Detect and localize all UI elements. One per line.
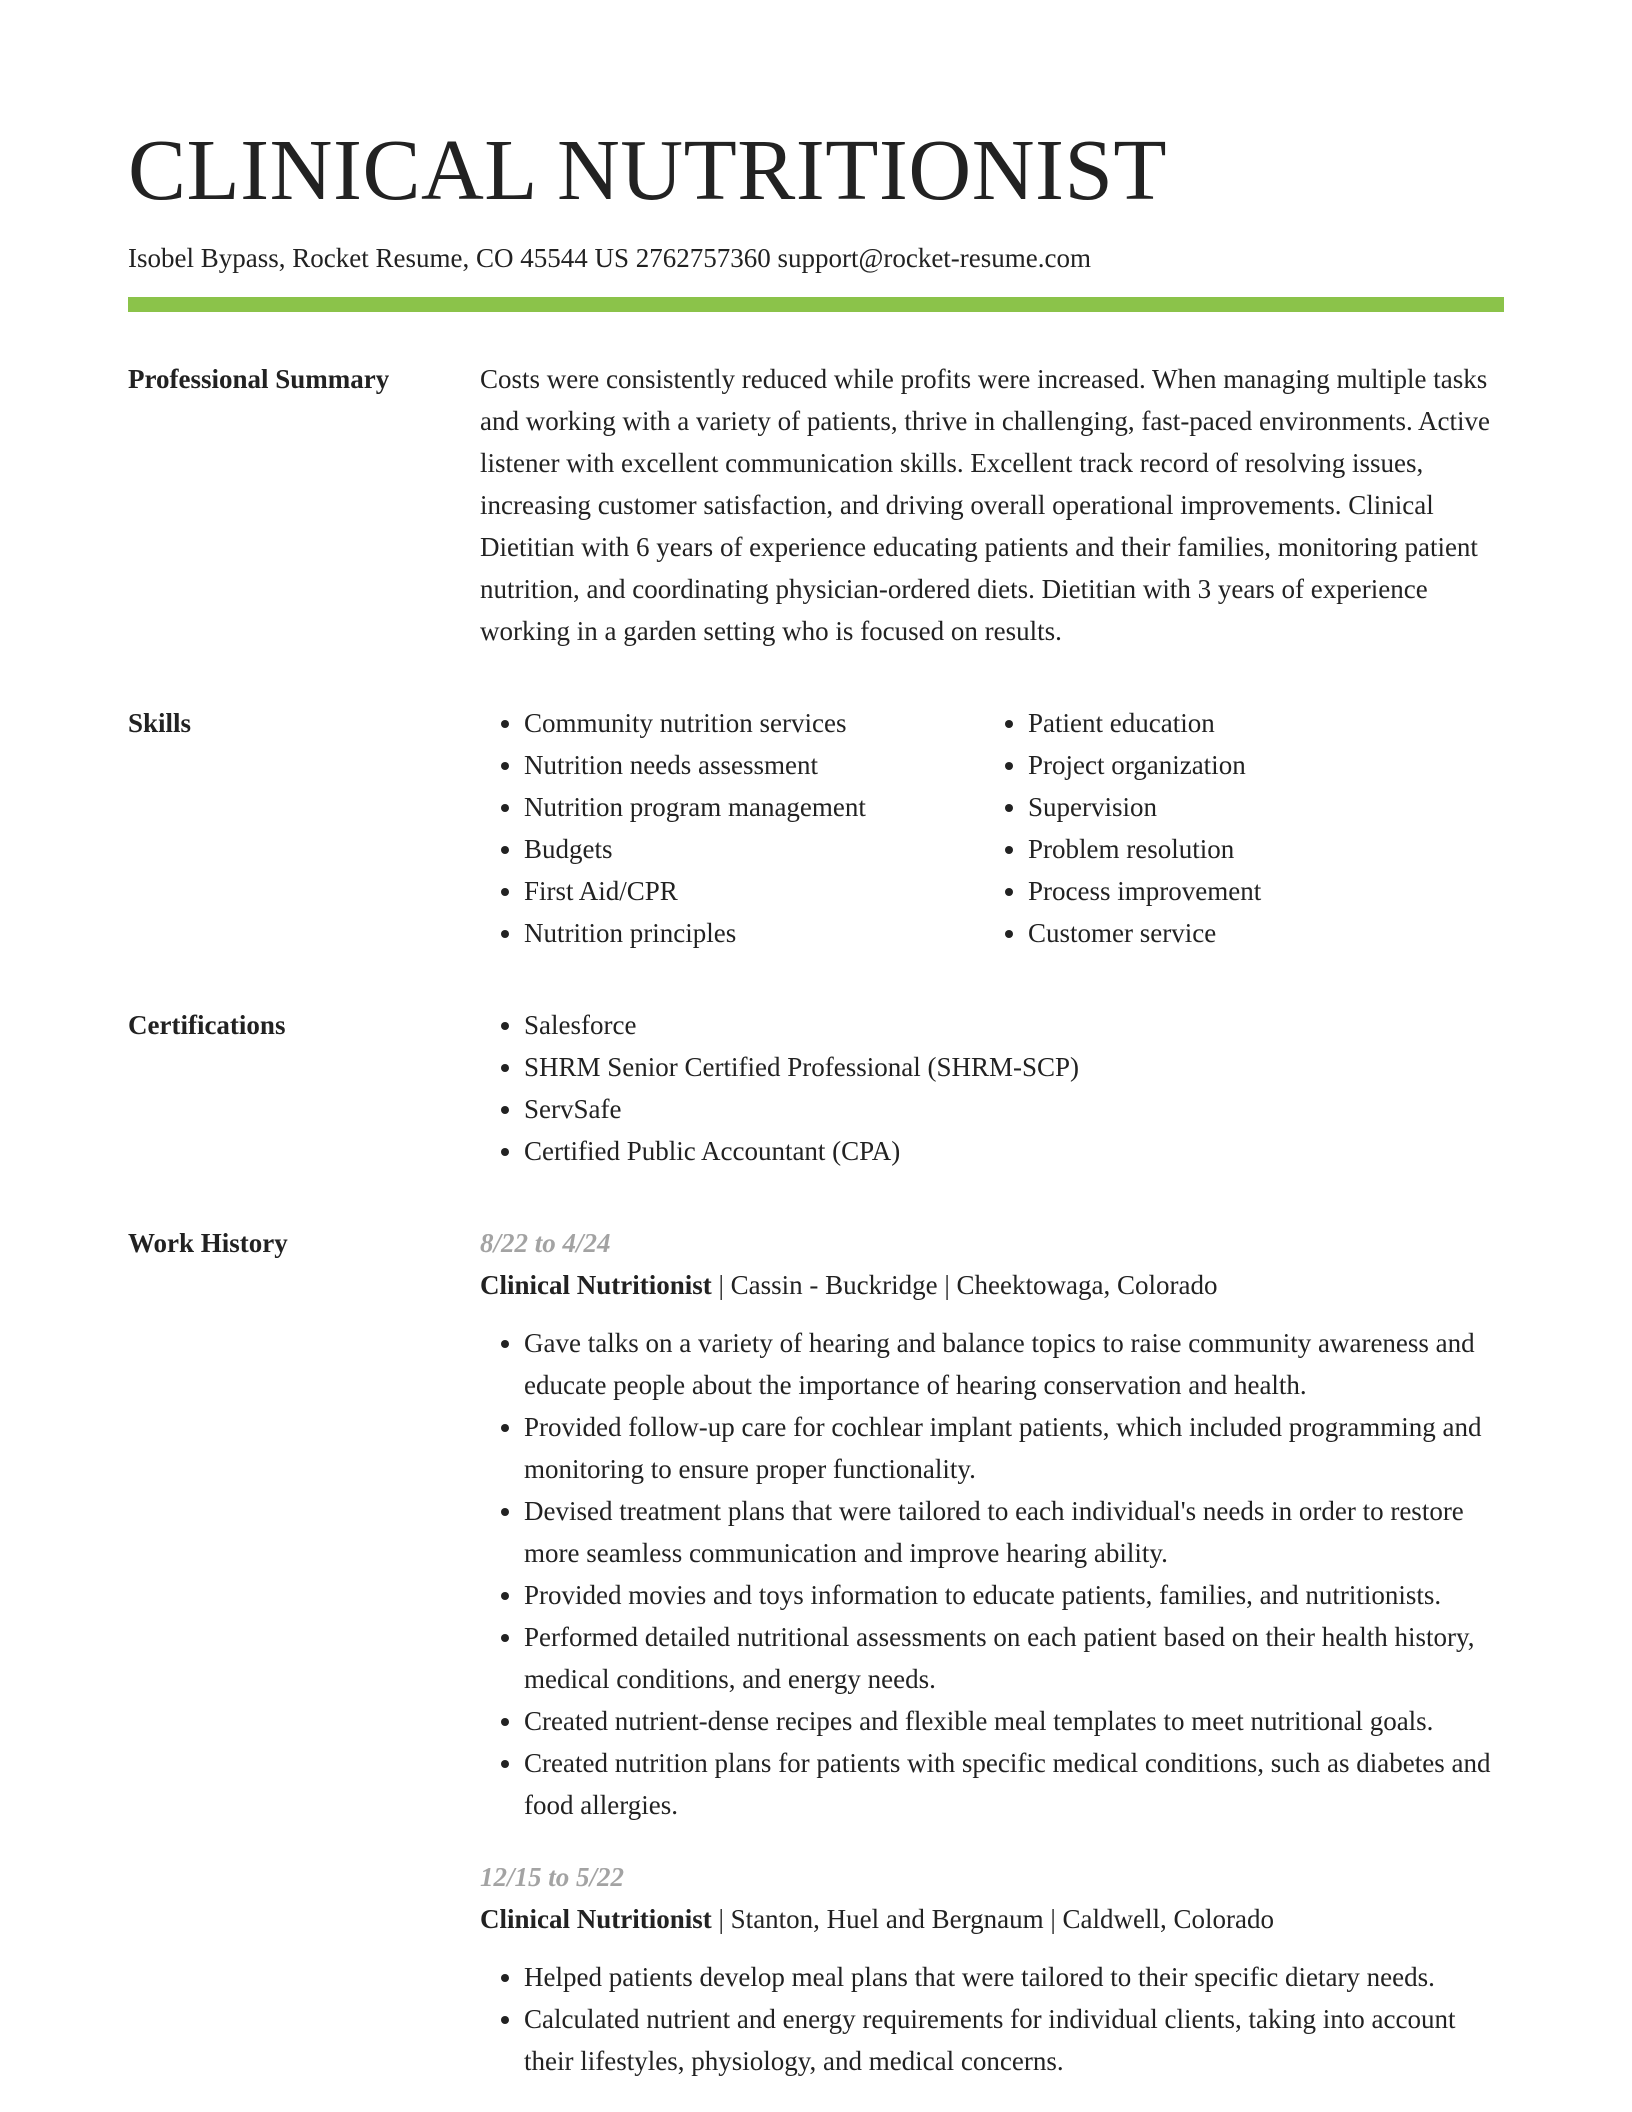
skill-item: • Problem resolution [1028,828,1488,870]
job-bullet: • Devised treatment plans that were tailored to each individual's needs in order to restore more seamless communication and improve hearing ability. [524,1490,1504,1574]
section-title-work-history: Work History [128,1228,288,1258]
skill-item: • Supervision [1028,786,1488,828]
job-employer-location: | Cassin - Buckridge | Cheektowaga, Colorado [711,1270,1218,1300]
job-dates: 12/15 to 5/22 [480,1862,625,1892]
section-title-summary: Professional Summary [128,364,390,394]
skills-list-right [984,702,1488,954]
job-bullets [480,1956,1504,2082]
job-bullet: • Created nutrition plans for patients with specific medical conditions, such as diabetes and food allergies. [524,1742,1504,1826]
job-bullet: • Calculated nutrient and energy requirements for individual clients, taking into account their lifestyles, physiology, and medical concerns. [524,1998,1504,2082]
certification-item: • Certified Public Accountant (CPA) [524,1130,1504,1172]
skills-section [128,702,1504,954]
job-bullet: • Performed detailed nutritional assessments on each patient based on their health history, medical conditions, and energy needs. [524,1616,1504,1700]
job-employer-location: | Stanton, Huel and Bergnaum | Caldwell, Colorado [711,1904,1274,1934]
summary-section [128,358,1504,652]
certifications-list [480,1004,1504,1172]
certification-item: • Salesforce [524,1004,1504,1046]
job-entry [480,1856,1504,2082]
resume-page [128,0,1504,2082]
job-bullet: • Helped patients develop meal plans that were tailored to their specific dietary needs. [524,1956,1504,1998]
job-title: Clinical Nutritionist [480,1904,712,1934]
skill-item: • Budgets [524,828,984,870]
section-title-certifications: Certifications [128,1010,286,1040]
job-bullet: • Gave talks on a variety of hearing and balance topics to raise community awareness and educate people about the importance of hearing conservation and health. [524,1322,1504,1406]
skill-item: • Customer service [1028,912,1488,954]
skill-item: • Nutrition program management [524,786,984,828]
certification-item: • SHRM Senior Certified Professional (SHRM-SCP) [524,1046,1504,1088]
certifications-section [128,1004,1504,1172]
header-divider [128,297,1504,312]
job-bullet: • Provided follow-up care for cochlear implant patients, which included programming and monitoring to ensure proper functionality. [524,1406,1504,1490]
job-heading [480,1264,1504,1306]
skills-list-left [480,702,984,954]
skill-item: • Community nutrition services [524,702,984,744]
skill-item: • Nutrition needs assessment [524,744,984,786]
job-title: Clinical Nutritionist [480,1270,712,1300]
resume-name: CLINICAL NUTRITIONIST [128,121,1168,218]
job-heading [480,1898,1504,1940]
section-title-skills: Skills [128,708,192,738]
job-dates: 8/22 to 4/24 [480,1228,611,1258]
job-bullet: • Created nutrient-dense recipes and flexible meal templates to meet nutritional goals. [524,1700,1504,1742]
job-bullets [480,1322,1504,1826]
job-entry [480,1222,1504,1826]
skill-item: • Project organization [1028,744,1488,786]
skill-item: • First Aid/CPR [524,870,984,912]
skill-item: • Process improvement [1028,870,1488,912]
skill-item: • Nutrition principles [524,912,984,954]
skill-item: • Patient education [1028,702,1488,744]
work-history-section [128,1222,1504,2082]
summary-text: Costs were consistently reduced while profits were increased. When managing multiple tasks and working with a variety of patients, thrive in challenging, fast-paced environments. Active listener with excellent communication skills. Excellent track record of resolving issues, increasing customer satisfaction, and driving overall operational improvements. Clinical Dietitian with 6 years of experience educating patients and their families, monitoring patient nutrition, and coordinating physician-ordered diets. Dietitian with 3 years of experience working in a garden setting who is focused on results. [480,364,1490,646]
certification-item: • ServSafe [524,1088,1504,1130]
job-bullet: • Provided movies and toys information to educate patients, families, and nutritionists. [524,1574,1504,1616]
contact-info: Isobel Bypass, Rocket Resume, CO 45544 US 2762757360 support@rocket-resume.com [128,243,1091,273]
